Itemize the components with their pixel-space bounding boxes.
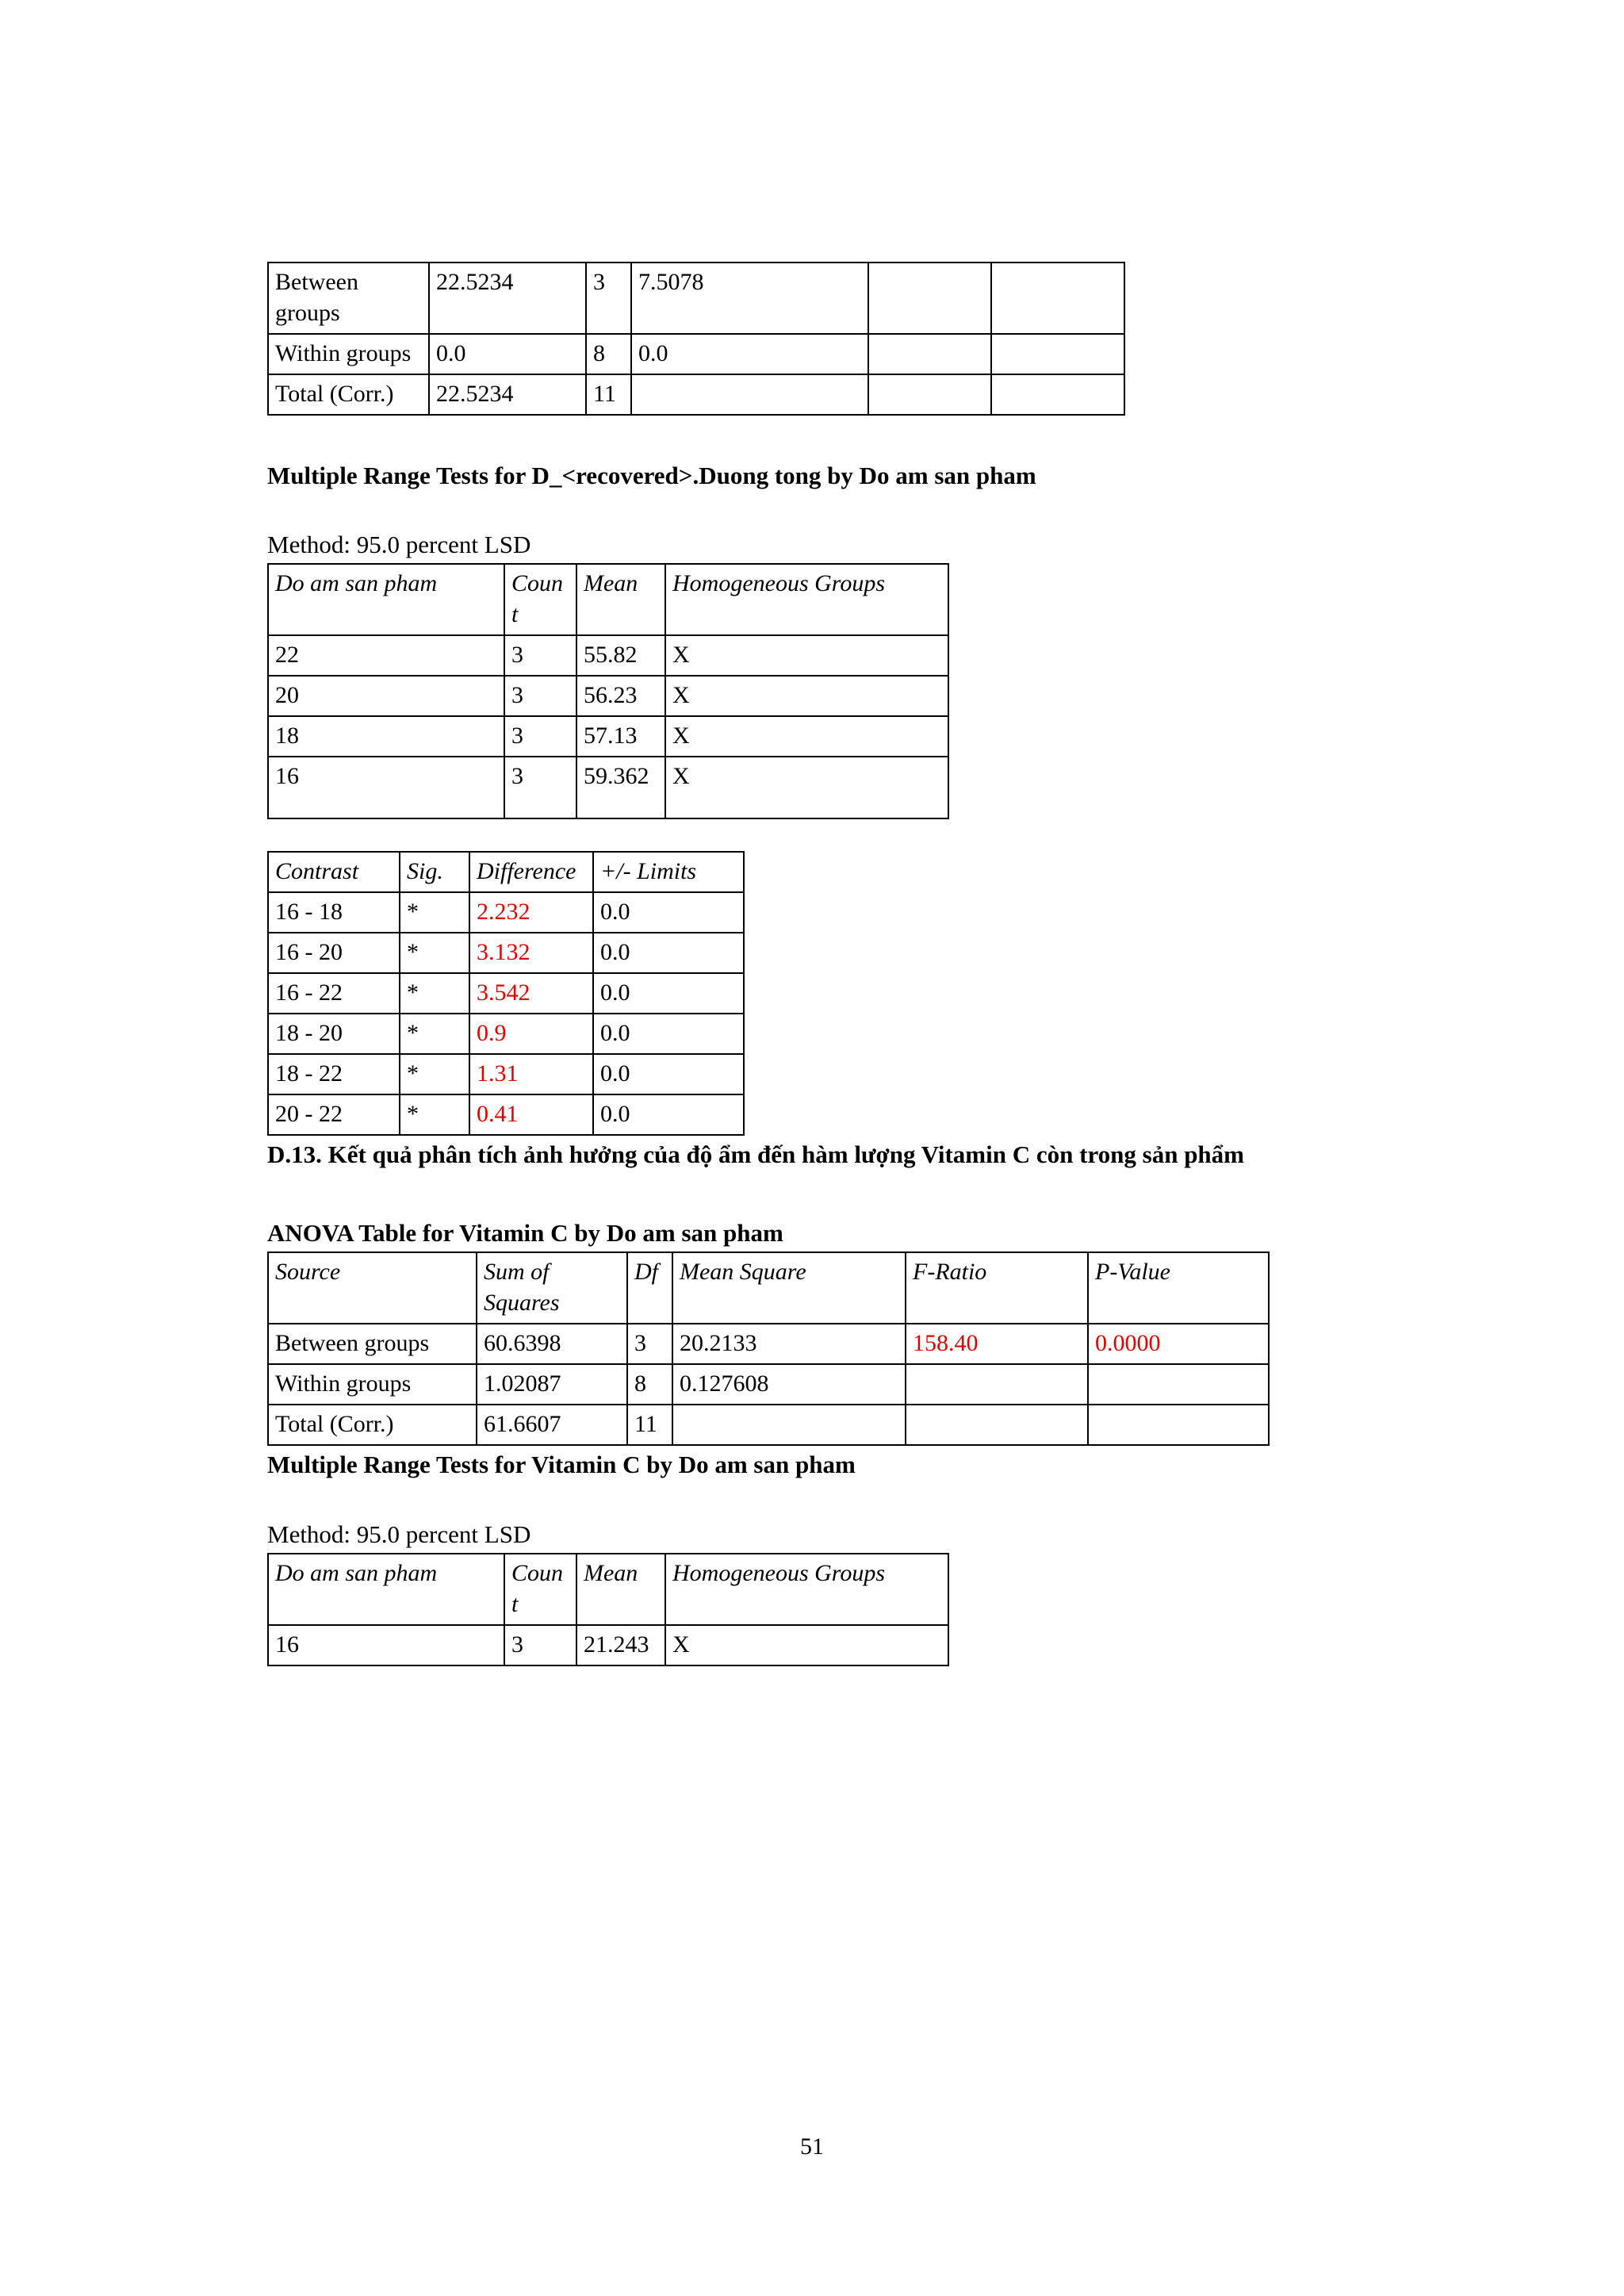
cell-sum-squares: 22.5234 <box>429 374 586 415</box>
cell-sum-squares: 0.0 <box>429 334 586 374</box>
cell-group-mark: X <box>665 1625 948 1665</box>
cell-df: 3 <box>586 263 631 334</box>
header-sig: Sig. <box>400 852 469 892</box>
cell-difference: 1.31 <box>469 1054 593 1094</box>
cell-limits: 0.0 <box>593 933 744 973</box>
cell-p-value <box>1088 1405 1269 1445</box>
table-row <box>268 1364 1269 1405</box>
cell-contrast: 18 - 20 <box>268 1014 400 1054</box>
table-row <box>268 1324 1269 1364</box>
header-df: Df <box>627 1252 672 1324</box>
cell-f-ratio: 158.40 <box>906 1324 1088 1364</box>
cell-df: 11 <box>586 374 631 415</box>
cell-sum-squares: 61.6607 <box>477 1405 627 1445</box>
cell-source: Between groups <box>268 1324 477 1364</box>
contrast-table-duong-tong <box>267 851 745 1136</box>
cell-sig: * <box>400 1054 469 1094</box>
table-row <box>268 1405 1269 1445</box>
cell-p-value: 0.0000 <box>1088 1324 1269 1364</box>
cell-mean-square <box>631 374 868 415</box>
cell-limits: 0.0 <box>593 973 744 1014</box>
method-label-vitamin-c: Method: 95.0 percent LSD <box>267 1520 531 1548</box>
cell-factor: 22 <box>268 635 504 676</box>
cell-source: Between groups <box>268 263 429 334</box>
cell-source: Within groups <box>268 1364 477 1405</box>
cell-contrast: 16 - 22 <box>268 973 400 1014</box>
cell-p-value <box>991 334 1124 374</box>
table-row <box>268 933 744 973</box>
cell-f-ratio <box>868 334 991 374</box>
cell-sig: * <box>400 1094 469 1135</box>
cell-contrast: 16 - 20 <box>268 933 400 973</box>
header-mean: Mean <box>576 564 665 635</box>
heading-mrt-vitamin-c: Multiple Range Tests for Vitamin C by Do am san pham <box>267 1451 856 1479</box>
cell-difference: 3.542 <box>469 973 593 1014</box>
header-count: Count <box>504 1554 576 1625</box>
table-row <box>268 635 948 676</box>
header-factor: Do am san pham <box>268 1554 504 1625</box>
table-row <box>268 334 1124 374</box>
header-difference: Difference <box>469 852 593 892</box>
cell-f-ratio <box>868 374 991 415</box>
cell-f-ratio <box>868 263 991 334</box>
cell-sig: * <box>400 1014 469 1054</box>
table-row <box>268 757 948 818</box>
cell-contrast: 20 - 22 <box>268 1094 400 1135</box>
cell-f-ratio <box>906 1364 1088 1405</box>
cell-count: 3 <box>504 676 576 716</box>
page-number: 51 <box>800 2133 824 2160</box>
homogeneous-groups-table-vitamin-c <box>267 1553 949 1666</box>
cell-sum-squares: 22.5234 <box>429 263 586 334</box>
cell-sum-squares: 60.6398 <box>477 1324 627 1364</box>
table-header-row <box>268 852 744 892</box>
header-f-ratio: F-Ratio <box>906 1252 1088 1324</box>
header-contrast: Contrast <box>268 852 400 892</box>
cell-contrast: 18 - 22 <box>268 1054 400 1094</box>
cell-mean: 56.23 <box>576 676 665 716</box>
heading-mrt-duong-tong: Multiple Range Tests for D_<recovered>.Duong tong by Do am san pham <box>267 462 1036 489</box>
table-row <box>268 1094 744 1135</box>
header-source: Source <box>268 1252 477 1324</box>
cell-contrast: 16 - 18 <box>268 892 400 933</box>
cell-source: Within groups <box>268 334 429 374</box>
cell-mean-square: 0.127608 <box>672 1364 906 1405</box>
table-row <box>268 374 1124 415</box>
cell-mean: 21.243 <box>576 1625 665 1665</box>
cell-difference: 0.41 <box>469 1094 593 1135</box>
heading-anova-vitamin-c: ANOVA Table for Vitamin C by Do am san pham <box>267 1219 783 1248</box>
heading-section-d13: D.13. Kết quả phân tích ảnh hưởng của độ ẩm đến hàm lượng Vitamin C còn trong sản phẩm <box>267 1140 1244 1169</box>
header-count: Count <box>504 564 576 635</box>
table-row <box>268 892 744 933</box>
header-sum-squares: Sum of Squares <box>477 1252 627 1324</box>
table-row <box>268 676 948 716</box>
cell-limits: 0.0 <box>593 1054 744 1094</box>
header-mean-square: Mean Square <box>672 1252 906 1324</box>
cell-mean: 55.82 <box>576 635 665 676</box>
cell-factor: 18 <box>268 716 504 757</box>
header-limits: +/- Limits <box>593 852 744 892</box>
cell-difference: 0.9 <box>469 1014 593 1054</box>
cell-limits: 0.0 <box>593 892 744 933</box>
cell-factor: 16 <box>268 1625 504 1665</box>
table-row <box>268 973 744 1014</box>
cell-source: Total (Corr.) <box>268 1405 477 1445</box>
header-mean: Mean <box>576 1554 665 1625</box>
page-content <box>267 262 1362 1666</box>
cell-mean-square: 20.2133 <box>672 1324 906 1364</box>
cell-group-mark: X <box>665 716 948 757</box>
cell-count: 3 <box>504 635 576 676</box>
table-row <box>268 263 1124 334</box>
table-header-row <box>268 1554 948 1625</box>
homogeneous-groups-table-duong-tong <box>267 563 949 819</box>
anova-table-duong-tong <box>267 262 1125 416</box>
cell-difference: 3.132 <box>469 933 593 973</box>
cell-factor: 16 <box>268 757 504 818</box>
cell-mean: 57.13 <box>576 716 665 757</box>
header-factor: Do am san pham <box>268 564 504 635</box>
table-header-row <box>268 564 948 635</box>
header-p-value: P-Value <box>1088 1252 1269 1324</box>
cell-source: Total (Corr.) <box>268 374 429 415</box>
anova-table-vitamin-c <box>267 1251 1270 1446</box>
cell-mean-square: 0.0 <box>631 334 868 374</box>
method-label-duong-tong: Method: 95.0 percent LSD <box>267 531 531 559</box>
cell-sig: * <box>400 973 469 1014</box>
cell-mean: 59.362 <box>576 757 665 818</box>
table-header-row <box>268 1252 1269 1324</box>
cell-df: 3 <box>627 1324 672 1364</box>
cell-group-mark: X <box>665 757 948 818</box>
cell-f-ratio <box>906 1405 1088 1445</box>
table-row <box>268 1014 744 1054</box>
cell-df: 8 <box>586 334 631 374</box>
cell-count: 3 <box>504 757 576 818</box>
table-row <box>268 1625 948 1665</box>
header-groups: Homogeneous Groups <box>665 564 948 635</box>
cell-count: 3 <box>504 1625 576 1665</box>
cell-df: 8 <box>627 1364 672 1405</box>
table-row <box>268 1054 744 1094</box>
header-groups: Homogeneous Groups <box>665 1554 948 1625</box>
cell-limits: 0.0 <box>593 1094 744 1135</box>
cell-difference: 2.232 <box>469 892 593 933</box>
cell-mean-square: 7.5078 <box>631 263 868 334</box>
cell-mean-square <box>672 1405 906 1445</box>
table-row <box>268 716 948 757</box>
cell-sig: * <box>400 892 469 933</box>
cell-p-value <box>991 263 1124 334</box>
cell-limits: 0.0 <box>593 1014 744 1054</box>
cell-group-mark: X <box>665 635 948 676</box>
cell-factor: 20 <box>268 676 504 716</box>
cell-df: 11 <box>627 1405 672 1445</box>
cell-sum-squares: 1.02087 <box>477 1364 627 1405</box>
cell-p-value <box>1088 1364 1269 1405</box>
cell-count: 3 <box>504 716 576 757</box>
cell-group-mark: X <box>665 676 948 716</box>
cell-sig: * <box>400 933 469 973</box>
cell-p-value <box>991 374 1124 415</box>
